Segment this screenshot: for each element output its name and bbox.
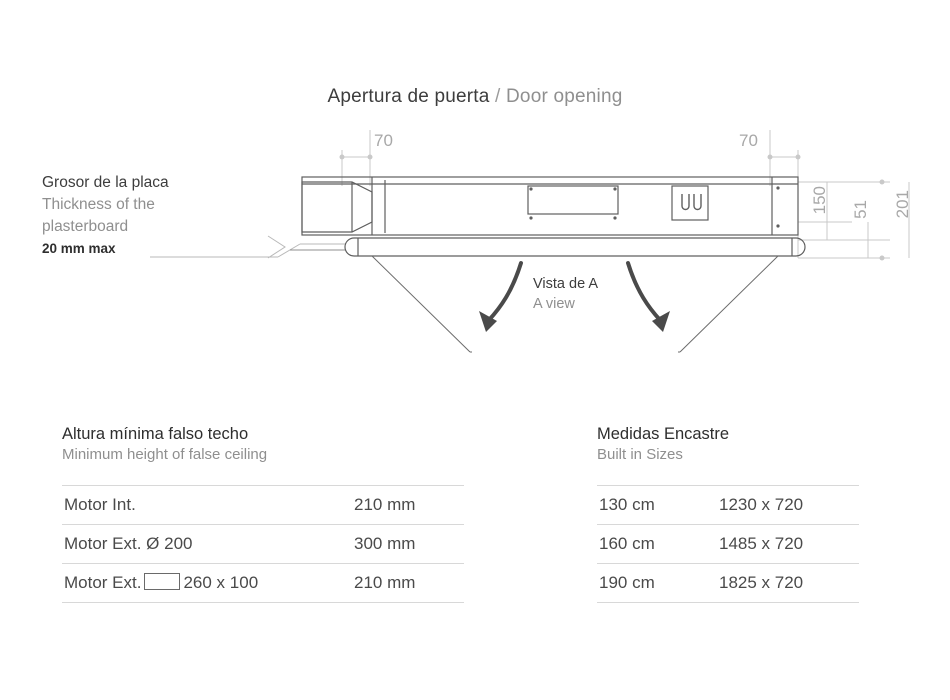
row-value: 1485 x 720: [719, 534, 804, 553]
row-value: 1230 x 720: [719, 495, 804, 514]
row-label: Motor Ext.: [64, 573, 142, 592]
built-in-sizes-table: [597, 425, 859, 603]
a-view-label: [533, 275, 598, 314]
dimension-201: 201: [893, 190, 912, 219]
dimension-70-left: 70: [374, 131, 393, 150]
plasterboard-note-line4: 20 mm max: [42, 241, 116, 256]
row-value: 300 mm: [354, 534, 416, 553]
dimension-70-right: 70: [739, 131, 758, 150]
ceiling-frame: [345, 238, 805, 256]
title-es: Apertura de puerta: [327, 86, 490, 107]
a-view-label-en: A view: [533, 295, 575, 312]
plasterboard-note-line2: Thickness of the: [42, 196, 155, 213]
row-value: 210 mm: [354, 495, 416, 514]
built-in-sizes-heading-en: Built in Sizes: [597, 446, 683, 463]
table-row: [62, 486, 464, 525]
plasterboard-note-line1: Grosor de la placa: [42, 174, 169, 191]
min-ceiling-height-heading-en: Minimum height of false ceiling: [62, 446, 268, 463]
built-in-sizes-rows: [597, 485, 859, 603]
a-view-label-es: Vista de A: [533, 276, 599, 292]
row-value: 1825 x 720: [719, 573, 804, 592]
min-ceiling-height-rows: [62, 485, 464, 603]
table-row: [62, 564, 464, 603]
row-label: Motor Int.: [64, 495, 136, 514]
built-in-sizes-heading-es: Medidas Encastre: [597, 425, 730, 443]
title-en: Door opening: [506, 86, 623, 107]
row-label-suffix: 260 x 100: [183, 573, 259, 592]
door-swing-arrowheads: [479, 311, 670, 332]
table-row: [597, 486, 859, 525]
control-slots: [682, 194, 701, 210]
dimension-dots: [340, 155, 885, 261]
table-row: [62, 525, 464, 564]
min-ceiling-height-table: [62, 425, 464, 603]
table-row: [597, 525, 859, 564]
page-title: [0, 86, 950, 108]
plasterboard-note: [42, 172, 242, 258]
row-label: Motor Ext. Ø 200: [64, 534, 193, 553]
dimension-51: 51: [851, 200, 870, 219]
title-separator: /: [495, 86, 501, 107]
min-ceiling-height-heading-es: Altura mínima falso techo: [62, 425, 249, 443]
hood-detail-marks: [529, 186, 779, 227]
row-value: 210 mm: [354, 573, 416, 592]
dimension-150: 150: [810, 186, 829, 215]
rectangular-duct-icon: [144, 573, 180, 590]
row-label: 190 cm: [599, 573, 655, 592]
row-label: 130 cm: [599, 495, 655, 514]
hood-body: [302, 177, 798, 235]
row-label: 160 cm: [599, 534, 655, 553]
plasterboard-note-line3: plasterboard: [42, 218, 129, 235]
table-row: [597, 564, 859, 603]
